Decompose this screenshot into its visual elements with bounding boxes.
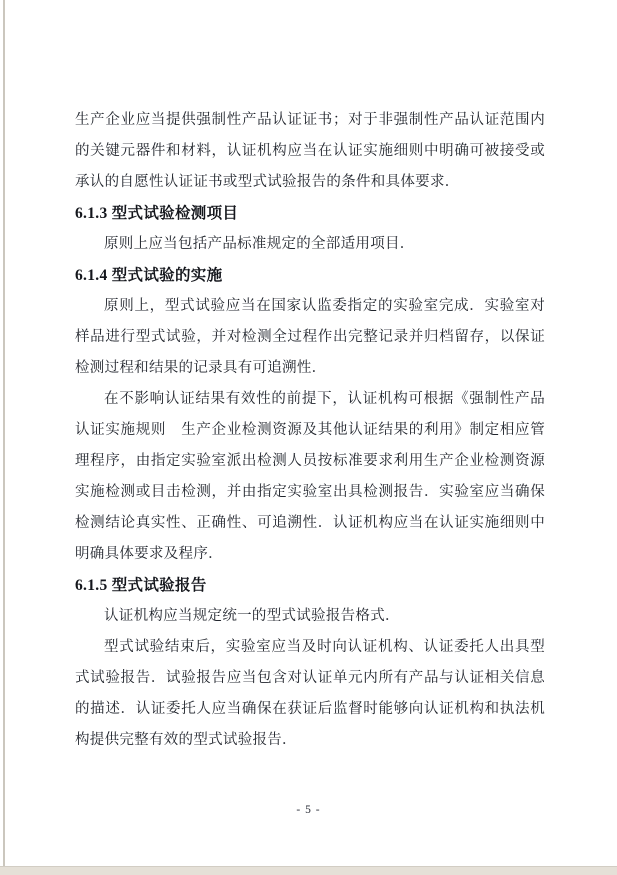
page-text-block	[75, 105, 545, 756]
page-left-edge-line	[3, 0, 5, 866]
paragraph-continued-from-previous-page: 生产企业应当提供强制性产品认证证书；对于非强制性产品认证范围内的关键元器件和材料，认证机构应当在认证实施细则中明确可被接受或承认的自愿性认证证书或型式试验报告的条件和具体要求．	[75, 112, 545, 190]
paragraph-6-1-4-body-2: 在不影响认证结果有效性的前提下，认证机构可根据《强制性产品认证实施规则 生产企业检测资源及其他认证结果的利用》制定相应管理程序，由指定实验室派出检测人员按标准要求利用生产企业检测资源实施检测或目击检测，并由指定实验室出具检测报告．实验室应当确保检测结论真实性、正确性、可追溯性．认证机构应当在认证实施细则中明确具体要求及程序．	[75, 391, 545, 562]
paragraph-6-1-5-body-2: 型式试验结束后，实验室应当及时向认证机构、认证委托人出具型式试验报告．试验报告应当包含对认证单元内所有产品与认证相关信息的描述．认证委托人应当确保在获证后监督时能够向认证机构和执法机构提供完整有效的型式试验报告．	[75, 639, 545, 748]
section-heading-6-1-5: 6.1.5 型式试验报告	[75, 577, 207, 594]
page-number: - 5 -	[296, 804, 321, 816]
paragraph-6-1-4-body-1: 原则上，型式试验应当在国家认监委指定的实验室完成．实验室对样品进行型式试验，并对检测全过程作出完整记录并归档留存，以保证检测过程和结果的记录具有可追溯性．	[75, 298, 545, 376]
paragraph-6-1-3-body: 原则上应当包括产品标准规定的全部适用项目．	[104, 236, 415, 252]
page-bottom-edge	[0, 866, 617, 875]
section-heading-6-1-4: 6.1.4 型式试验的实施	[75, 267, 223, 284]
section-heading-6-1-3: 6.1.3 型式试验检测项目	[75, 205, 239, 222]
paragraph-6-1-5-body-1: 认证机构应当规定统一的型式试验报告格式．	[104, 608, 400, 624]
